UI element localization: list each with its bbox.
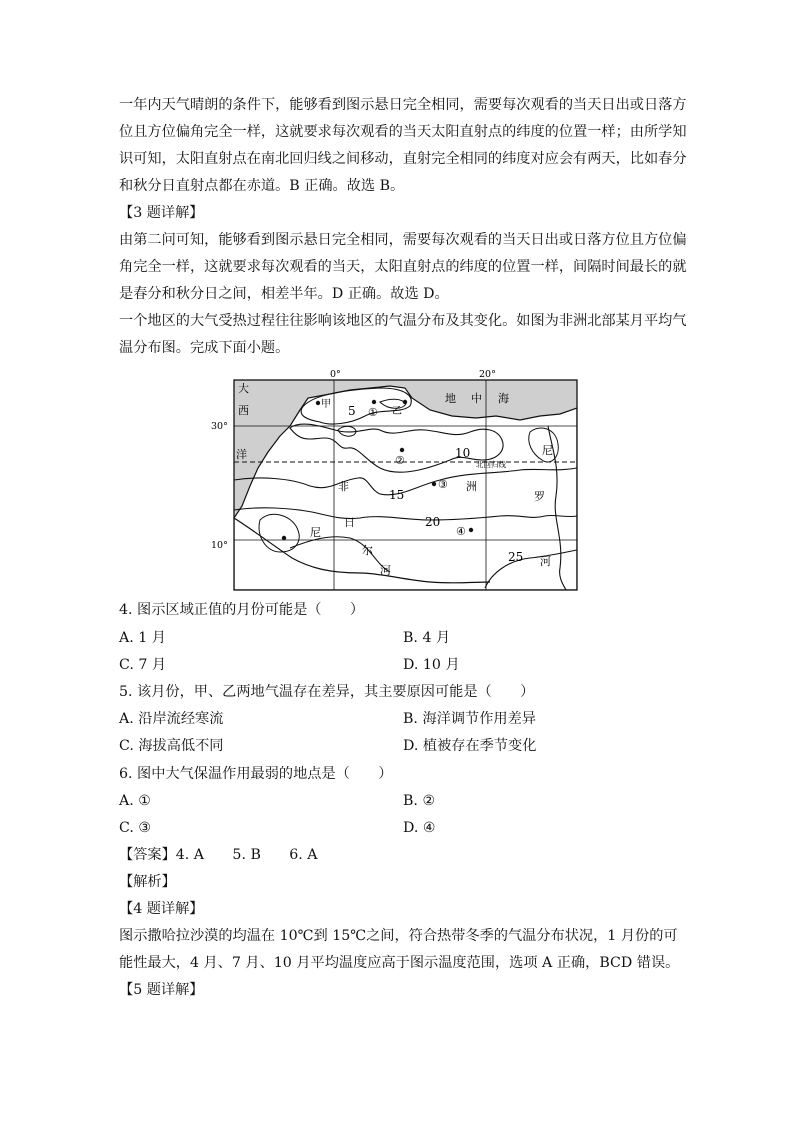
label-hai: 海 bbox=[498, 392, 509, 405]
point-label-jia: 甲 bbox=[321, 399, 331, 410]
stem-line: 温分布图。完成下面小题。 bbox=[119, 340, 290, 356]
option: C. 海拔高低不同 bbox=[119, 738, 224, 754]
option: A. 沿岸流经寒流 bbox=[119, 711, 224, 727]
q3-line: 角完全一样，这就要求每次观看的当天，太阳直射点的纬度的位置一样，间隔时间最长的就 bbox=[119, 259, 687, 275]
point-label-2: ② bbox=[395, 454, 405, 467]
stem-line: 一个地区的大气受热过程往往影响该地区的气温分布及其变化。如图为非洲北部某月平均气 bbox=[119, 313, 687, 329]
q4-line: 能性最大，4 月、7 月、10 月平均温度应高于图示温度范围，选项 A 正确，BCD 错误。 bbox=[119, 955, 680, 971]
option: B. 海洋调节作用差异 bbox=[403, 711, 536, 727]
isotherm-value: 10 bbox=[455, 446, 471, 460]
label-ni-nile: 尼 bbox=[542, 444, 553, 457]
isotherm-value: 5 bbox=[348, 404, 356, 418]
q3-line: 由第二问可知，能够看到图示悬日完全相同，需要每次观看的当天日出或日落方位且方位偏 bbox=[119, 232, 687, 248]
q3-line: 是春分和秋分日之间，相差半年。D 正确。故选 D。 bbox=[119, 286, 449, 302]
answer-line: 【答案】4. A 5. B 6. A bbox=[119, 847, 318, 863]
point-yi bbox=[403, 400, 407, 404]
isotherm-value: 25 bbox=[508, 550, 524, 564]
label-luo: 罗 bbox=[534, 490, 545, 503]
lat-label: 30° bbox=[211, 421, 228, 432]
question-6-stem: 6. 图中大气保温作用最弱的地点是（ ） bbox=[119, 766, 393, 782]
intro-line: 和秋分日直射点都在赤道。B 正确。故选 B。 bbox=[119, 178, 405, 194]
option: B. ② bbox=[403, 793, 436, 809]
label-er: 尔 bbox=[362, 544, 373, 557]
label-ri: 日 bbox=[344, 516, 355, 529]
label-he-niger: 河 bbox=[380, 564, 391, 577]
point-label-3: ③ bbox=[438, 478, 448, 491]
option: C. ③ bbox=[119, 820, 152, 836]
label-zhong: 中 bbox=[471, 392, 482, 405]
intro-line: 识可知，太阳直射点在南北回归线之间移动，直射完全相同的纬度对应会有两天，比如春分 bbox=[119, 151, 687, 167]
point-2 bbox=[400, 448, 404, 452]
label-fei: 非 bbox=[338, 480, 349, 493]
option: A. ① bbox=[119, 793, 151, 809]
option: D. ④ bbox=[403, 820, 436, 836]
question-5-stem: 5. 该月份，甲、乙两地气温存在差异，其主要原因可能是（ ） bbox=[119, 684, 535, 700]
point-4 bbox=[469, 528, 473, 532]
label-xi: 西 bbox=[238, 404, 249, 417]
point-label-1: ① bbox=[368, 406, 378, 419]
option: C. 7 月 bbox=[119, 657, 167, 673]
point-label-4: ④ bbox=[456, 525, 466, 538]
lon-label: 20° bbox=[479, 369, 496, 380]
label-zhou: 洲 bbox=[466, 480, 477, 493]
point-3 bbox=[432, 482, 436, 486]
q3-heading: 【3 题详解】 bbox=[119, 205, 204, 221]
isotherm-value: 20 bbox=[425, 515, 441, 529]
label-he-nile: 河 bbox=[540, 555, 551, 568]
q4-heading: 【4 题详解】 bbox=[119, 901, 204, 917]
lon-label: 0° bbox=[330, 369, 341, 380]
label-di: 地 bbox=[445, 392, 456, 405]
option: A. 1 月 bbox=[119, 630, 166, 646]
intro-line: 位且方位偏角完全一样，这就要求每次观看的当天太阳直射点的纬度的位置一样；由所学知 bbox=[119, 124, 687, 140]
intro-line: 一年内天气晴朗的条件下，能够看到图示悬日完全相同，需要每次观看的当天日出或日落方 bbox=[119, 97, 687, 113]
question-4-stem: 4. 图示区域正值的月份可能是（ ） bbox=[119, 602, 365, 618]
label-yang: 洋 bbox=[236, 448, 247, 461]
point-label-yi: 乙 bbox=[392, 406, 402, 417]
q5-heading: 【5 题详解】 bbox=[119, 982, 204, 998]
label-ni-niger: 尼 bbox=[310, 526, 321, 539]
point-west bbox=[282, 536, 286, 540]
option: B. 4 月 bbox=[403, 630, 451, 646]
q4-line: 图示撒哈拉沙漠的均温在 10℃到 15℃之间，符合热带冬季的气温分布状况，1 月份的可 bbox=[119, 928, 678, 944]
tropic-label: 北回归线 bbox=[476, 460, 506, 469]
option: D. 植被存在季节变化 bbox=[403, 738, 537, 754]
analysis-heading: 【解析】 bbox=[119, 874, 176, 890]
point-1 bbox=[372, 400, 376, 404]
isotherm-value: 15 bbox=[389, 488, 405, 502]
point-jia bbox=[316, 401, 320, 405]
label-da: 大 bbox=[238, 382, 249, 395]
option: D. 10 月 bbox=[403, 657, 460, 673]
lat-label: 10° bbox=[211, 540, 228, 551]
temperature-map bbox=[211, 368, 586, 596]
